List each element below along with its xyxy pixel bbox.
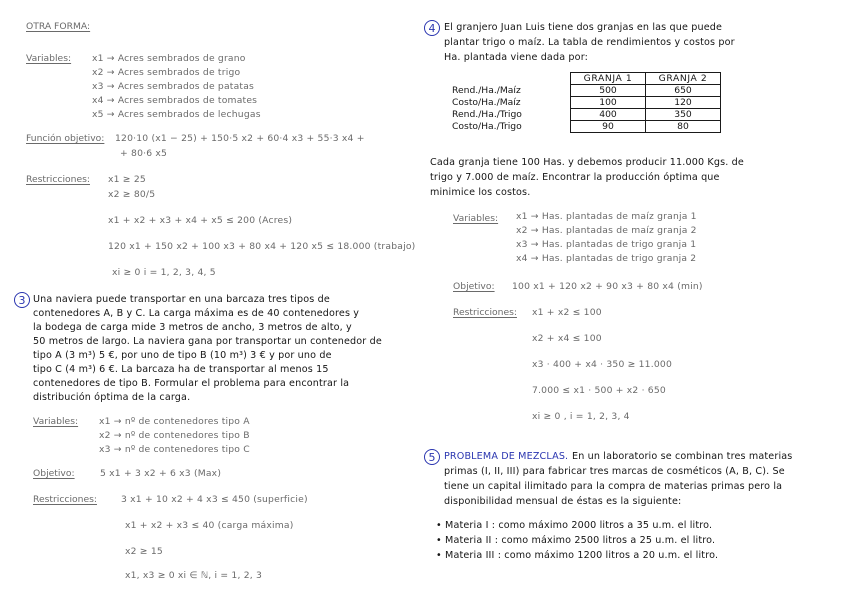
restriction-line: xi ≥ 0 , i = 1, 2, 3, 4: [532, 411, 630, 422]
variable-line: x1 → Acres sembrados de grano: [92, 53, 246, 64]
variable-line: x1 → Has. plantadas de maíz granja 1: [516, 211, 697, 222]
table-cell: 100: [571, 97, 646, 109]
problem3-text: tipo C (4 m³) 6 €. La barcaza ha de transportar al menos 15: [33, 364, 329, 375]
table-cell: 90: [571, 121, 646, 133]
table-cell: 650: [646, 85, 721, 97]
table-row-label: Costo/Ha./Maíz: [452, 97, 571, 109]
table-header: GRANJA 2: [646, 73, 721, 85]
variable-line: x4 → Has. plantadas de trigo granja 2: [516, 253, 697, 264]
problem4-text: Cada granja tiene 100 Has. y debemos producir 11.000 Kgs. de: [430, 157, 744, 168]
restriction-line: x2 + x4 ≤ 100: [532, 333, 602, 344]
problem3-text: la bodega de carga mide 3 metros de ancho, 3 metros de alto, y: [33, 322, 352, 333]
problem3-text: 50 metros de largo. La naviera gana por transportar un contenedor de: [33, 336, 382, 347]
variable-line: x2 → nº de contenedores tipo B: [99, 430, 250, 441]
bullet-text: Materia III : como máximo 1200 litros a 20 u.m. el litro.: [445, 550, 719, 561]
bullet-line: • Materia I : como máximo 2000 litros a 35 u.m. el litro.: [436, 520, 713, 531]
problem4-text: El granjero Juan Luis tiene dos granjas en las que puede: [444, 22, 723, 33]
restriction-line: x1 + x2 + x3 ≤ 40 (carga máxima): [125, 520, 294, 531]
objective-label: Objetivo:: [453, 281, 495, 292]
table-row-label: Rend./Ha./Trigo: [452, 109, 571, 121]
table-row-label: Costo/Ha./Trigo: [452, 121, 571, 133]
restrictions-label: Restricciones:: [26, 174, 90, 185]
problem4-text: trigo y 7.000 de maíz. Encontrar la producción óptima que: [430, 172, 720, 183]
variable-line: x2 → Has. plantadas de maíz granja 2: [516, 225, 697, 236]
problem-number-5: 5: [424, 449, 440, 465]
table-row: [452, 109, 721, 121]
table-header-row: [452, 73, 721, 85]
problem3-text: Una naviera puede transportar en una barcaza tres tipos de: [33, 294, 330, 305]
problem-number-3: 3: [14, 292, 30, 308]
variable-line: x3 → Acres sembrados de patatas: [92, 81, 255, 92]
problem5-text: disponibilidad mensual de éstas es la siguiente:: [444, 496, 682, 507]
variable-line: x3 → nº de contenedores tipo C: [99, 444, 250, 455]
restriction-line: x2 ≥ 80/5: [108, 189, 156, 200]
restriction-line: 7.000 ≤ x1 · 500 + x2 · 650: [532, 385, 666, 396]
table-corner: [452, 73, 571, 85]
restriction-line: 120 x1 + 150 x2 + 100 x3 + 80 x4 + 120 x5 ≤ 18.000 (trabajo): [108, 241, 416, 252]
problem4-text: minimice los costos.: [430, 187, 531, 198]
farm-table: [452, 72, 721, 133]
variables-label: Variables:: [453, 213, 499, 224]
table-row: [452, 85, 721, 97]
problem3-text: distribución óptima de la carga.: [33, 392, 191, 403]
table-row: [452, 97, 721, 109]
problem4-text: Ha. plantada viene dada por:: [444, 52, 588, 63]
restriction-line: x1, x3 ≥ 0 xi ∈ ℕ, i = 1, 2, 3: [125, 570, 263, 581]
variables-label: Variables:: [33, 416, 79, 427]
restriction-line: x3 · 400 + x4 · 350 ≥ 11.000: [532, 359, 672, 370]
heading-otra-forma: OTRA FORMA:: [26, 21, 91, 32]
restriction-line: x2 ≥ 15: [125, 546, 163, 557]
bullet-text: Materia II : como máximo 2500 litros a 25 u.m. el litro.: [445, 535, 716, 546]
table-cell: 120: [646, 97, 721, 109]
table-cell: 350: [646, 109, 721, 121]
variable-line: x2 → Acres sembrados de trigo: [92, 67, 241, 78]
table-cell: 400: [571, 109, 646, 121]
table-cell: 500: [571, 85, 646, 97]
problem3-text: tipo A (3 m³) 5 €, por uno de tipo B (10 m³) 3 € y por uno de: [33, 350, 332, 361]
bullet-line: • Materia III : como máximo 1200 litros a 20 u.m. el litro.: [436, 550, 719, 561]
table-row: [452, 121, 721, 133]
restrictions-label: Restricciones:: [453, 307, 517, 318]
objective-line: 5 x1 + 3 x2 + 6 x3 (Max): [100, 468, 222, 479]
problem3-text: contenedores de tipo B. Formular el problema para encontrar la: [33, 378, 350, 389]
table-row-label: Rend./Ha./Maíz: [452, 85, 571, 97]
variable-line: x1 → nº de contenedores tipo A: [99, 416, 250, 427]
problem5-title: PROBLEMA DE MEZCLAS.: [444, 451, 569, 462]
restriction-line: x1 + x2 + x3 + x4 + x5 ≤ 200 (Acres): [108, 215, 293, 226]
objective-line: 100 x1 + 120 x2 + 90 x3 + 80 x4 (min): [512, 281, 703, 292]
variable-line: x5 → Acres sembrados de lechugas: [92, 109, 261, 120]
objective-label: Función objetivo:: [26, 133, 105, 144]
problem4-text: plantar trigo o maíz. La tabla de rendimientos y costos por: [444, 37, 735, 48]
table-cell: 80: [646, 121, 721, 133]
problem3-text: contenedores A, B y C. La carga máxima es de 40 contenedores y: [33, 308, 360, 319]
bullet-text: Materia I : como máximo 2000 litros a 35 u.m. el litro.: [445, 520, 713, 531]
objective-line: + 80·6 x5: [120, 148, 168, 159]
objective-line: 120·10 (x1 − 25) + 150·5 x2 + 60·4 x3 + 55·3 x4 +: [115, 133, 365, 144]
restriction-line: 3 x1 + 10 x2 + 4 x3 ≤ 450 (superficie): [121, 494, 308, 505]
restriction-line: xi ≥ 0 i = 1, 2, 3, 4, 5: [112, 267, 216, 278]
problem5-text: primas (I, II, III) para fabricar tres marcas de cosméticos (A, B, C). Se: [444, 466, 785, 477]
restriction-line: x1 ≥ 25: [108, 174, 146, 185]
variable-line: x4 → Acres sembrados de tomates: [92, 95, 258, 106]
bullet-line: • Materia II : como máximo 2500 litros a 25 u.m. el litro.: [436, 535, 716, 546]
objective-label: Objetivo:: [33, 468, 75, 479]
table-header: GRANJA 1: [571, 73, 646, 85]
variables-label: Variables:: [26, 53, 72, 64]
restriction-line: x1 + x2 ≤ 100: [532, 307, 602, 318]
problem5-text: tiene un capital ilimitado para la compra de materias primas pero la: [444, 481, 783, 492]
variable-line: x3 → Has. plantadas de trigo granja 1: [516, 239, 697, 250]
problem5-text: En un laboratorio se combinan tres materias: [572, 451, 793, 462]
problem-number-4: 4: [424, 20, 440, 36]
restrictions-label: Restricciones:: [33, 494, 97, 505]
